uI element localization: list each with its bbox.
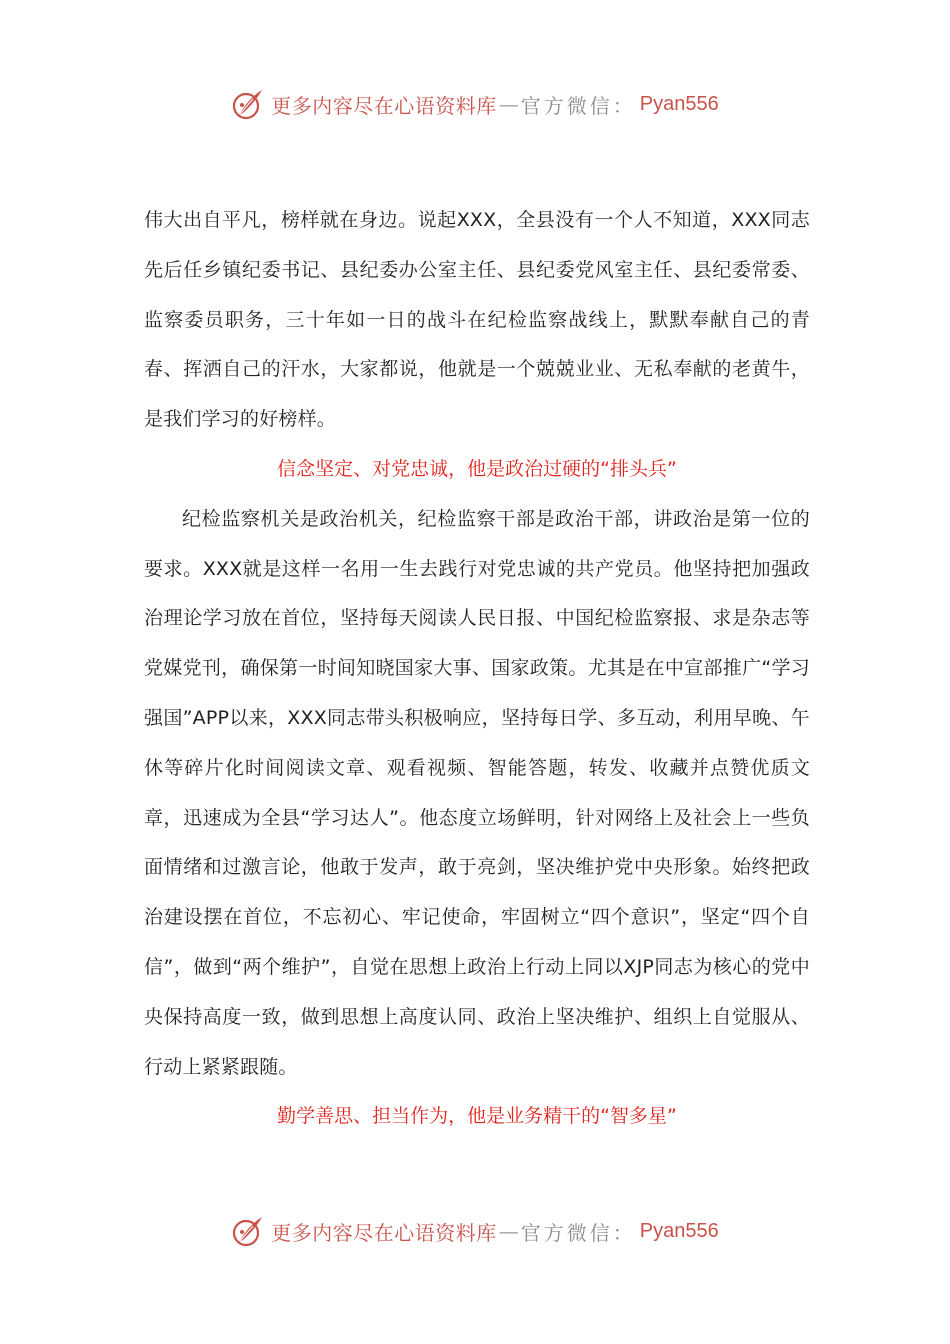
section-1-paragraph: 纪检监察机关是政治机关，纪检监察干部是政治干部，讲政治是第一位的要求。XXX就是这样一名用一生去践行对党忠诚的共产党员。他坚持把加强政治理论学习放在首位，坚持每天阅读人民日报、中国纪检监察报、求是杂志等党媒党刊，确保第一时间知晓国家大事、国家政策。尤其是在中宣部推广“学习强国”APP以来，XXX同志带头积极响应，坚持每日学、多互动，利用早晚、午休等碎片化时间阅读文章、观看视频、智能答题，转发、收藏并点赞优质文章，迅速成为全县“学习达人”。他态度立场鲜明，针对网络上及社会上一些负面情绪和过激言论，他敢于发声，敢于亮剑，坚决维护党中央形象。始终把政治建设摆在首位，不忘初心、牢记使命，牢固树立“四个意识”，坚定“四个自信”，做到“两个维护”，自觉在思想上政治上行动上同以XJP同志为核心的党中央保持高度一致，做到思想上高度认同、政治上坚决维护、组织上自觉服从、行动上紧紧跟随。 [144, 507, 810, 1078]
footer-dash: — [498, 1219, 519, 1243]
intro-paragraph: 伟大出自平凡，榜样就在身边。说起XXX，全县没有一个人不知道，XXX同志先后任乡镇纪委书记、县纪委办公室主任、县纪委党风室主任、县纪委常委、监察委员职务，三十年如一日的战斗在纪检监察战线上，默默奉献自己的青春、挥洒自己的汗水，大家都说，他就是一个兢兢业业、无私奉献的老黄牛，是我们学习的好榜样。 [144, 209, 810, 431]
footer-slogan: 更多内容尽在心语资料库 [271, 1220, 497, 1245]
header-wechat-id: Pyan556 [639, 92, 719, 115]
footer-banner [0, 1211, 950, 1251]
header-wechat-label: 官方微信： [520, 93, 636, 118]
quill-circle-icon [231, 87, 265, 121]
footer-wechat-label: 官方微信： [520, 1220, 636, 1245]
section-heading-2: 勤学善思、担当作为，他是业务精干的“智多星” [277, 1105, 677, 1128]
header-dash: — [498, 92, 519, 116]
quill-circle-icon [231, 1214, 265, 1248]
document-body [144, 196, 810, 1142]
section-heading-1: 信念坚定、对党忠诚，他是政治过硬的“排头兵” [277, 457, 677, 480]
header-banner [0, 84, 950, 124]
header-slogan: 更多内容尽在心语资料库 [271, 93, 497, 118]
footer-wechat-id: Pyan556 [639, 1219, 719, 1242]
